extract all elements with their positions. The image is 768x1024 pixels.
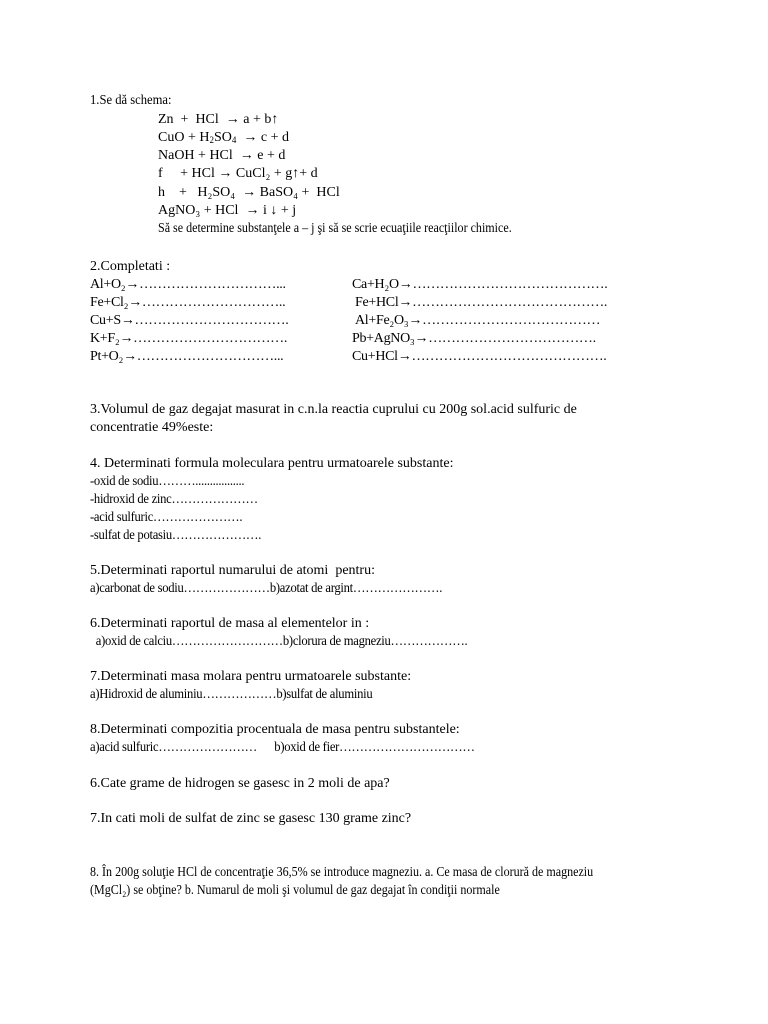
q4-item-4: -sulfat de potasiu…………………. bbox=[90, 528, 262, 543]
q2-right-4: Pb+AgNO₃→………………………………. bbox=[352, 331, 596, 346]
q8b-line-2: (MgCl₂) se obţine? b. Numarul de moli şi volumul de gaz degajat în condiţii normale bbox=[90, 883, 500, 898]
q5-title: 5.Determinati raportul numarului de atomi pentru: bbox=[90, 563, 375, 578]
q5-items: a)carbonat de sodiu…………………b)azotat de argint…………………. bbox=[90, 581, 443, 596]
q2-left-1: Al+O₂→…………………………... bbox=[90, 277, 286, 292]
q2-left-3: Cu+S→……………………………. bbox=[90, 313, 289, 328]
q8a-items: a)acid sulfuric…………………… b)oxid de fier…………………………… bbox=[90, 740, 475, 755]
q7b-text: 7.In cati moli de sulfat de zinc se gasesc 130 grame zinc? bbox=[90, 811, 412, 826]
q6b-text: 6.Cate grame de hidrogen se gasesc in 2 moli de apa? bbox=[90, 776, 390, 791]
q3-line-1: 3.Volumul de gaz degajat masurat in c.n.la reactia cuprului cu 200g sol.acid sulfuric de bbox=[90, 402, 577, 417]
q4-item-3: -acid sulfuric…………………. bbox=[90, 510, 243, 525]
q1-instruction: Să se determine substanţele a – j şi să se scrie ecuaţiile reacţiilor chimice. bbox=[158, 221, 512, 236]
q1-equation-3: NaOH + HCl → e + d bbox=[158, 148, 286, 163]
q2-left-4: K+F₂→……………………………. bbox=[90, 331, 288, 346]
q8a-title: 8.Determinati compozitia procentuala de masa pentru substantele: bbox=[90, 722, 460, 737]
q7a-title: 7.Determinati masa molara pentru urmatoarele substante: bbox=[90, 669, 412, 684]
q4-item-1: -oxid de sodiu………................. bbox=[90, 474, 245, 489]
q2-left-2: Fe+Cl₂→………………………….. bbox=[90, 295, 286, 310]
q6a-title: 6.Determinati raportul de masa al elementelor in : bbox=[90, 616, 370, 631]
q1-title: 1.Se dă schema: bbox=[90, 93, 172, 108]
q2-right-2: Fe+HCl→……………………………………. bbox=[355, 295, 608, 310]
q4-item-2: -hidroxid de zinc………………… bbox=[90, 492, 258, 507]
q2-right-5: Cu+HCl→……………………………………. bbox=[352, 349, 607, 364]
q8b-line-1: 8. În 200g soluţie HCl de concentraţie 36,5% se introduce magneziu. a. Ce masa de clorură de magneziu bbox=[90, 865, 594, 880]
q6a-items: a)oxid de calciu………………………b)clorura de magneziu………………. bbox=[90, 634, 468, 649]
q3-line-2: concentratie 49%este: bbox=[90, 420, 214, 435]
q2-right-3: Al+Fe₂O₃→………………………………… bbox=[355, 313, 601, 328]
q1-equation-4: f + HCl → CuCl₂ + g↑+ d bbox=[158, 166, 318, 181]
q1-equation-5: h + H₂SO₄ → BaSO₄ + HCl bbox=[158, 185, 340, 200]
q4-title: 4. Determinati formula moleculara pentru urmatoarele substante: bbox=[90, 456, 454, 471]
q1-equation-2: CuO + $H_2SO_4 \to c + d$ bbox=[158, 130, 289, 145]
q2-right-1: Ca+H₂O→……………………………………. bbox=[352, 277, 608, 292]
q2-left-5: Pt+O₂→…………………………... bbox=[90, 349, 284, 364]
q1-equation-1: Zn + HCl → a + b↑ bbox=[158, 112, 279, 127]
q1-equation-6: AgNO₃ + HCl → i ↓ + j bbox=[158, 203, 297, 218]
q2-title: 2.Completati : bbox=[90, 259, 171, 274]
q7a-items: a)Hidroxid de aluminiu………………b)sulfat de aluminiu bbox=[90, 687, 373, 702]
